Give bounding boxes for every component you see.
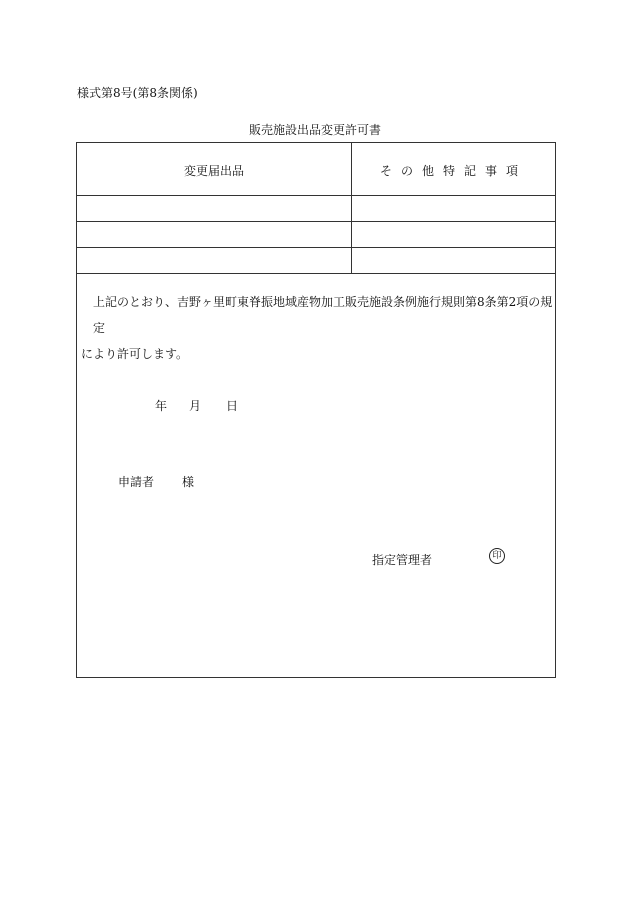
header-special-notes: その他特記事項 — [379, 164, 527, 178]
permit-form-frame — [76, 142, 556, 678]
statement-line-2: により許可します。 — [81, 347, 189, 361]
row-divider — [77, 247, 555, 248]
applicant-honorific: 様 — [182, 475, 195, 489]
statement-line-1: 上記のとおり、吉野ヶ里町東脊振地域産物加工販売施設条例施行規則第8条第2項の規定 — [93, 295, 553, 335]
applicant-label: 申請者 — [118, 475, 155, 489]
header-changed-items: 変更届出品 — [183, 164, 244, 178]
permit-statement — [81, 289, 555, 367]
row-divider — [77, 273, 555, 274]
date-day-label: 日 — [226, 399, 239, 413]
date-year-label: 年 — [155, 399, 168, 413]
date-month-label: 月 — [189, 399, 202, 413]
row-divider — [77, 221, 555, 222]
applicant-line — [118, 473, 194, 490]
row-divider — [77, 195, 555, 196]
seal-mark-icon: 印 — [489, 548, 505, 564]
designated-manager-label: 指定管理者 — [372, 553, 433, 567]
document-title: 販売施設出品変更許可書 — [248, 123, 381, 137]
form-number: 様式第8号(第8条関係) — [77, 86, 198, 100]
